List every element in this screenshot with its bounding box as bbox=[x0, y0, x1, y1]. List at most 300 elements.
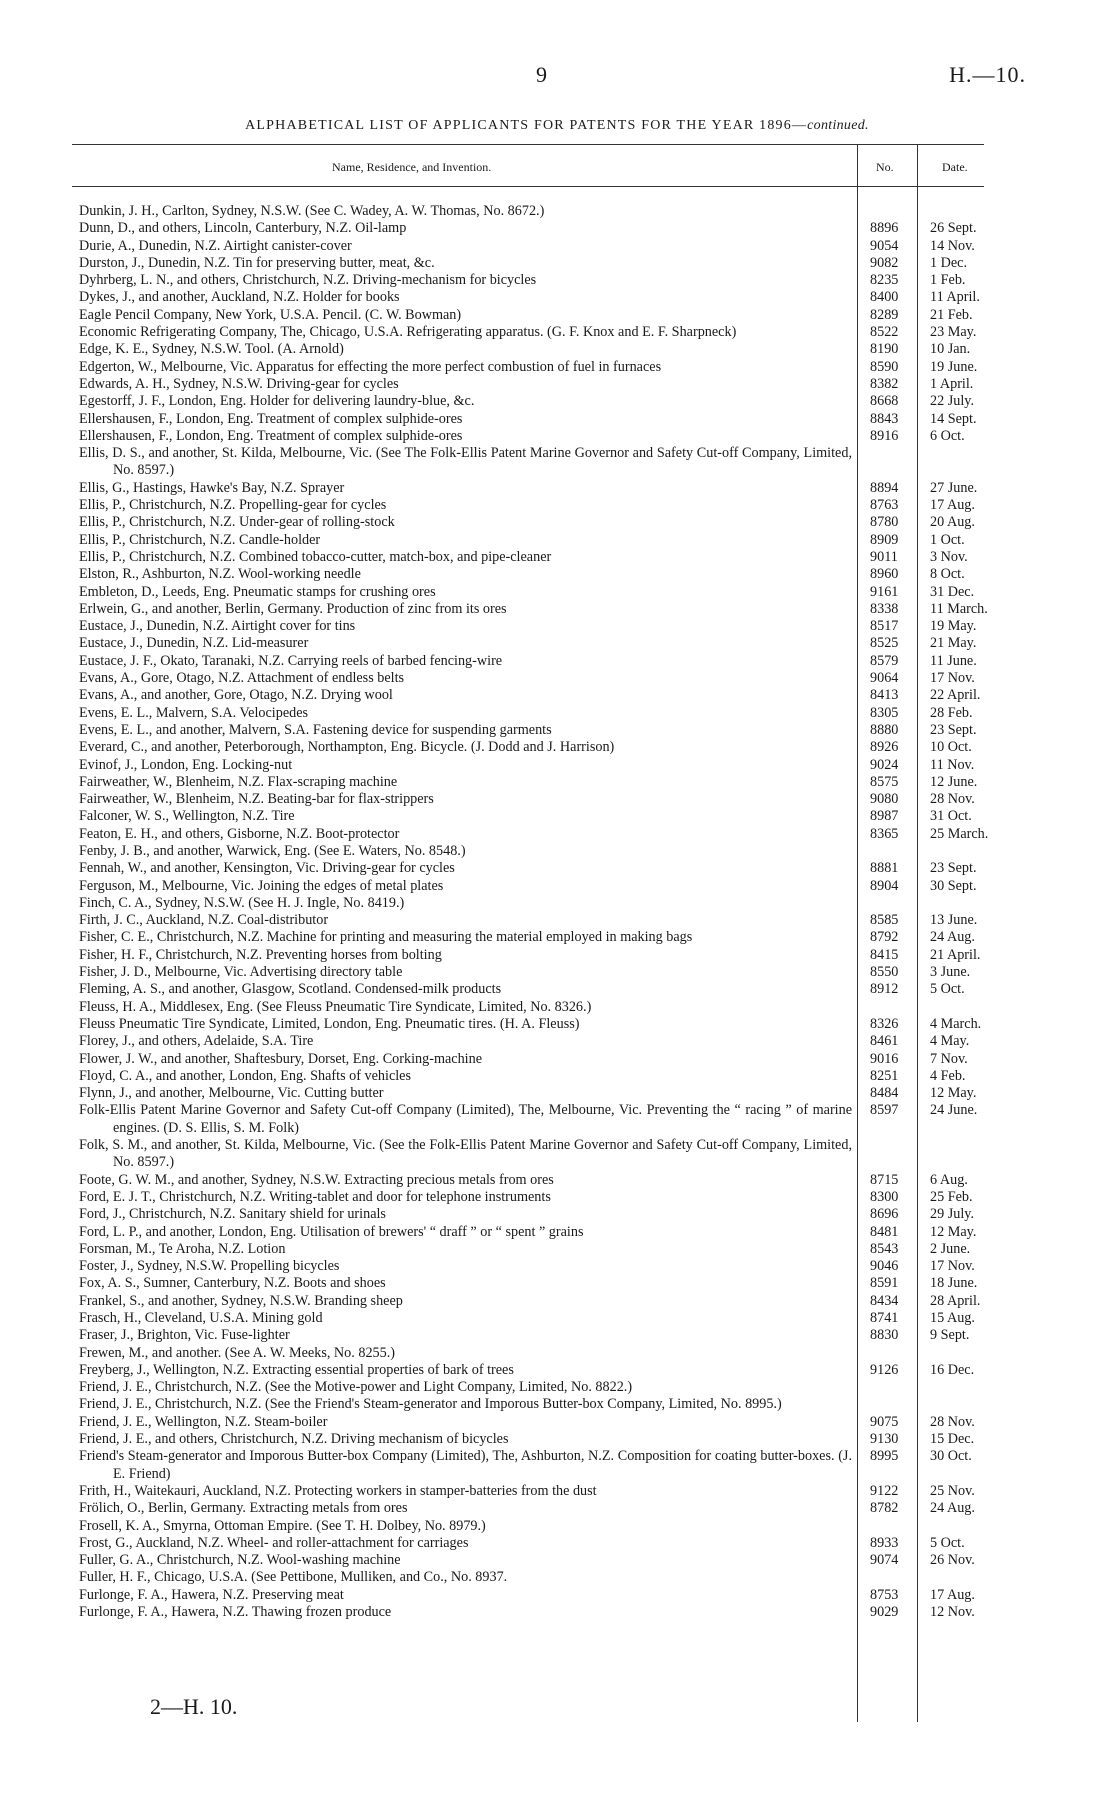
patent-number: 8843 bbox=[870, 410, 899, 427]
table-row bbox=[79, 549, 984, 566]
patent-number: 8525 bbox=[870, 635, 899, 652]
application-date: 20 Aug. bbox=[930, 514, 975, 531]
application-date: 1 Feb. bbox=[930, 272, 966, 289]
applicant-entry: Ford, L. P., and another, London, Eng. Utilisation of brewers' “ draff ” or “ spent ” grains bbox=[79, 1223, 584, 1240]
patent-number: 8782 bbox=[870, 1500, 899, 1517]
applicant-entry: Edgerton, W., Melbourne, Vic. Apparatus for effecting the more perfect combustion of fuel in furnaces bbox=[79, 358, 662, 375]
applicant-entry: Frosell, K. A., Smyrna, Ottoman Empire. (See T. H. Dolbey, No. 8979.) bbox=[79, 1517, 486, 1534]
patent-number: 8575 bbox=[870, 773, 899, 790]
applicant-entry: Freyberg, J., Wellington, N.Z. Extracting essential properties of bark of trees bbox=[79, 1361, 514, 1378]
application-date: 11 April. bbox=[930, 289, 980, 306]
patent-number: 8579 bbox=[870, 652, 899, 669]
table-row bbox=[79, 1483, 984, 1500]
patent-number: 8792 bbox=[870, 929, 899, 946]
application-date: 21 April. bbox=[930, 946, 981, 963]
table-row bbox=[79, 1172, 984, 1189]
application-date: 17 Aug. bbox=[930, 1586, 975, 1603]
applicant-entry: Fuller, H. F., Chicago, U.S.A. (See Pettibone, Mulliken, and Co., No. 8937. bbox=[79, 1569, 508, 1586]
application-date: 8 Oct. bbox=[930, 566, 965, 583]
table-row bbox=[79, 1327, 984, 1344]
table-row bbox=[79, 428, 984, 445]
table-row bbox=[79, 220, 984, 237]
patent-number: 8251 bbox=[870, 1067, 899, 1084]
application-date bbox=[918, 1396, 982, 1413]
table-row bbox=[79, 618, 984, 635]
application-date: 12 Nov. bbox=[930, 1604, 975, 1621]
table-row bbox=[79, 272, 984, 289]
application-date: 27 June. bbox=[930, 479, 978, 496]
applicant-entry: Ellis, G., Hastings, Hawke's Bay, N.Z. Sprayer bbox=[79, 479, 345, 496]
patent-number: 8912 bbox=[870, 981, 899, 998]
applicant-entry: Ellis, D. S., and another, St. Kilda, Melbourne, Vic. (See The Folk-Ellis Patent Marine Governor and Safety Cut-off Company, Limited, No. 8597.) bbox=[79, 445, 852, 479]
table-row bbox=[79, 480, 984, 497]
applicant-entry: Ford, J., Christchurch, N.Z. Sanitary shield for urinals bbox=[79, 1206, 386, 1223]
applicant-entry: Durston, J., Dunedin, N.Z. Tin for preserving butter, meat, &c. bbox=[79, 254, 435, 271]
table-row bbox=[79, 912, 984, 929]
applicant-entry: Forsman, M., Te Aroha, N.Z. Lotion bbox=[79, 1240, 286, 1257]
patent-number: 9161 bbox=[870, 583, 899, 600]
patent-number: 8382 bbox=[870, 375, 899, 392]
applicant-entry: Flower, J. W., and another, Shaftesbury, Dorset, Eng. Corking-machine bbox=[79, 1050, 482, 1067]
applicant-entry: Fisher, C. E., Christchurch, N.Z. Machine for printing and measuring the material employed in making bags bbox=[79, 929, 693, 946]
application-date: 3 June. bbox=[930, 964, 971, 981]
list-title-continued: continued. bbox=[807, 118, 869, 133]
applicant-entry: Furlonge, F. A., Hawera, N.Z. Preserving meat bbox=[79, 1586, 344, 1603]
patent-number: 8517 bbox=[870, 618, 899, 635]
table-row bbox=[79, 843, 984, 860]
application-date bbox=[918, 1518, 982, 1535]
applicant-entry: Featon, E. H., and others, Gisborne, N.Z. Boot-protector bbox=[79, 825, 400, 842]
applicant-entry: Fennah, W., and another, Kensington, Vic. Driving-gear for cycles bbox=[79, 860, 455, 877]
list-title bbox=[0, 118, 1114, 134]
table-row bbox=[79, 514, 984, 531]
application-date: 14 Sept. bbox=[930, 410, 977, 427]
table-row bbox=[79, 532, 984, 549]
application-date bbox=[918, 999, 982, 1016]
applicant-entry: Friend, J. E., Wellington, N.Z. Steam-boiler bbox=[79, 1413, 328, 1430]
patent-number: 8550 bbox=[870, 964, 899, 981]
page-number: 9 bbox=[536, 62, 547, 87]
table-row bbox=[79, 600, 988, 618]
applicant-entry: Evinof, J., London, Eng. Locking-nut bbox=[79, 756, 293, 773]
table-row bbox=[79, 307, 984, 324]
application-date: 3 Nov. bbox=[930, 548, 968, 565]
patent-number: 8365 bbox=[870, 825, 899, 842]
application-date: 30 Sept. bbox=[930, 877, 977, 894]
patent-number: 8400 bbox=[870, 289, 899, 306]
application-date: 1 Oct. bbox=[930, 531, 965, 548]
table-row bbox=[79, 1431, 984, 1448]
application-date: 19 May. bbox=[930, 618, 977, 635]
patent-number: 8300 bbox=[870, 1188, 899, 1205]
table-row bbox=[79, 341, 984, 358]
footer-signature: 2—H. 10. bbox=[150, 1694, 238, 1719]
patent-number: 8830 bbox=[870, 1327, 899, 1344]
application-date: 12 May. bbox=[930, 1223, 977, 1240]
table-row bbox=[79, 1085, 984, 1102]
application-date: 10 Jan. bbox=[930, 341, 971, 358]
applicant-entry: Furlonge, F. A., Hawera, N.Z. Thawing frozen produce bbox=[79, 1604, 392, 1621]
patent-number: 8413 bbox=[870, 687, 899, 704]
patent-number: 8668 bbox=[870, 393, 899, 410]
applicant-entry: Friend, J. E., Christchurch, N.Z. (See the Motive-power and Light Company, Limited, No. 8822.) bbox=[79, 1379, 633, 1396]
application-date bbox=[918, 1345, 982, 1362]
patent-number: 9064 bbox=[870, 670, 899, 687]
patent-number: 9080 bbox=[870, 791, 899, 808]
table-row bbox=[79, 324, 984, 341]
application-date: 1 April. bbox=[930, 375, 974, 392]
application-date: 17 Nov. bbox=[930, 670, 975, 687]
table-row bbox=[79, 739, 984, 756]
table-row bbox=[79, 1206, 984, 1223]
applicant-entry: Ellershausen, F., London, Eng. Treatment of complex sulphide-ores bbox=[79, 410, 463, 427]
application-date: 6 Oct. bbox=[930, 427, 965, 444]
patent-number: 9122 bbox=[870, 1482, 899, 1499]
applicant-entry: Evans, A., and another, Gore, Otago, N.Z. Drying wool bbox=[79, 687, 393, 704]
patent-number: 8780 bbox=[870, 514, 899, 531]
patent-number bbox=[856, 1396, 918, 1413]
applicant-entry: Ellershausen, F., London, Eng. Treatment of complex sulphide-ores bbox=[79, 427, 463, 444]
patent-number: 8987 bbox=[870, 808, 899, 825]
applicant-entry: Everard, C., and another, Peterborough, Northampton, Eng. Bicycle. (J. Dodd and J. Harrison) bbox=[79, 739, 615, 756]
patent-number: 8894 bbox=[870, 479, 899, 496]
applicant-entry: Fisher, H. F., Christchurch, N.Z. Preventing horses from bolting bbox=[79, 946, 442, 963]
patent-number: 8715 bbox=[870, 1171, 899, 1188]
applicant-entry: Fraser, J., Brighton, Vic. Fuse-lighter bbox=[79, 1327, 290, 1344]
applicant-entry: Frith, H., Waitekauri, Auckland, N.Z. Protecting workers in stamper-batteries from the dust bbox=[79, 1482, 597, 1499]
applicant-entry: Friend, J. E., Christchurch, N.Z. (See the Friend's Steam-generator and Imporous Butter-box Company, Limited, No. 8995.) bbox=[79, 1396, 782, 1413]
patent-number: 8696 bbox=[870, 1206, 899, 1223]
application-date: 24 Aug. bbox=[930, 1500, 975, 1517]
patent-number: 9082 bbox=[870, 254, 899, 271]
patent-number: 8461 bbox=[870, 1033, 899, 1050]
applicant-entry: Eagle Pencil Company, New York, U.S.A. Pencil. (C. W. Bowman) bbox=[79, 306, 462, 323]
table-row bbox=[79, 1414, 984, 1431]
application-date: 23 May. bbox=[930, 324, 977, 341]
table-row bbox=[79, 238, 984, 255]
application-date: 26 Nov. bbox=[930, 1552, 975, 1569]
applicant-entry: Elston, R., Ashburton, N.Z. Wool-working needle bbox=[79, 566, 361, 583]
applicant-entry: Evens, E. L., Malvern, S.A. Velocipedes bbox=[79, 704, 309, 721]
table-row bbox=[79, 497, 984, 514]
application-date: 25 Feb. bbox=[930, 1188, 973, 1205]
table-row bbox=[79, 774, 984, 791]
patent-number: 9029 bbox=[870, 1604, 899, 1621]
patent-number: 8933 bbox=[870, 1534, 899, 1551]
applicant-entry: Ferguson, M., Melbourne, Vic. Joining the edges of metal plates bbox=[79, 877, 444, 894]
applicant-entry: Frölich, O., Berlin, Germany. Extracting metals from ores bbox=[79, 1500, 408, 1517]
patent-number: 8896 bbox=[870, 220, 899, 237]
table-row bbox=[79, 860, 984, 877]
patent-number bbox=[856, 1379, 918, 1396]
patent-number bbox=[856, 203, 918, 220]
patent-number bbox=[856, 1518, 918, 1535]
application-date bbox=[918, 445, 982, 480]
applicant-entry: Ellis, P., Christchurch, N.Z. Under-gear of rolling-stock bbox=[79, 514, 395, 531]
application-date: 28 Nov. bbox=[930, 791, 975, 808]
application-date: 18 June. bbox=[930, 1275, 978, 1292]
application-date: 23 Sept. bbox=[930, 721, 977, 738]
application-date: 24 Aug. bbox=[930, 929, 975, 946]
table-row bbox=[79, 757, 984, 774]
application-date bbox=[918, 1379, 982, 1396]
applicant-entry: Evans, A., Gore, Otago, N.Z. Attachment of endless belts bbox=[79, 670, 405, 687]
table-row bbox=[79, 653, 984, 670]
applicant-entry: Firth, J. C., Auckland, N.Z. Coal-distributor bbox=[79, 912, 329, 929]
table-row bbox=[79, 1500, 984, 1517]
application-date: 11 June. bbox=[930, 652, 977, 669]
table-row bbox=[79, 566, 984, 583]
table-row bbox=[79, 808, 984, 825]
table-row bbox=[79, 1345, 984, 1362]
table-row bbox=[79, 1275, 984, 1292]
application-date: 22 July. bbox=[930, 393, 975, 410]
table-row bbox=[79, 376, 984, 393]
patent-number bbox=[856, 1345, 918, 1362]
table-row bbox=[79, 825, 989, 843]
table-row bbox=[79, 289, 984, 306]
applicant-entry: Foster, J., Sydney, N.S.W. Propelling bicycles bbox=[79, 1258, 340, 1275]
application-date: 30 Oct. bbox=[930, 1448, 972, 1465]
table-row bbox=[79, 1016, 984, 1033]
applicant-entry: Finch, C. A., Sydney, N.S.W. (See H. J. Ingle, No. 8419.) bbox=[79, 894, 405, 911]
applicant-entry: Durie, A., Dunedin, N.Z. Airtight canister-cover bbox=[79, 237, 352, 254]
table-row bbox=[79, 705, 984, 722]
patent-number: 9126 bbox=[870, 1361, 899, 1378]
application-date: 17 Nov. bbox=[930, 1258, 975, 1275]
applicant-entry: Erlwein, G., and another, Berlin, Germany. Production of zinc from its ores bbox=[79, 600, 507, 617]
application-date: 7 Nov. bbox=[930, 1050, 968, 1067]
table-row bbox=[79, 687, 984, 704]
patent-number: 8338 bbox=[870, 600, 899, 617]
application-date: 9 Sept. bbox=[930, 1327, 970, 1344]
applicant-entry: Ellis, P., Christchurch, N.Z. Candle-holder bbox=[79, 531, 321, 548]
application-date: 21 Feb. bbox=[930, 306, 973, 323]
application-date: 11 March. bbox=[930, 600, 988, 617]
top-rule bbox=[72, 144, 984, 145]
column-header-date: Date. bbox=[942, 160, 968, 174]
table-row bbox=[79, 584, 984, 601]
applicant-entry: Folk-Ellis Patent Marine Governor and Safety Cut-off Company (Limited), The, Melbourne, Vic. Preventing the “ racing ” of marine engines. (D. S. Ellis, S. M. Folk) bbox=[79, 1102, 852, 1136]
patent-number: 8289 bbox=[870, 306, 899, 323]
applicants-table bbox=[79, 203, 989, 1621]
patent-number: 9016 bbox=[870, 1050, 899, 1067]
application-date: 28 April. bbox=[930, 1292, 981, 1309]
patent-number: 8484 bbox=[870, 1085, 899, 1102]
table-row bbox=[79, 878, 984, 895]
application-date bbox=[918, 895, 982, 912]
patent-number: 8591 bbox=[870, 1275, 899, 1292]
patent-number: 8235 bbox=[870, 272, 899, 289]
application-date: 14 Nov. bbox=[930, 237, 975, 254]
patent-number: 8881 bbox=[870, 860, 899, 877]
table-row bbox=[79, 1189, 984, 1206]
application-date: 16 Dec. bbox=[930, 1361, 975, 1378]
table-row bbox=[79, 1604, 984, 1621]
application-date bbox=[918, 843, 982, 860]
patent-number: 9011 bbox=[870, 548, 898, 565]
patent-number bbox=[856, 999, 918, 1016]
table-row bbox=[79, 929, 984, 946]
table-row bbox=[79, 999, 984, 1016]
patent-number: 9074 bbox=[870, 1552, 899, 1569]
application-date: 5 Oct. bbox=[930, 981, 965, 998]
application-date: 23 Sept. bbox=[930, 860, 977, 877]
application-date: 4 Feb. bbox=[930, 1067, 966, 1084]
patent-number: 8190 bbox=[870, 341, 899, 358]
table-row bbox=[79, 635, 984, 652]
column-header-name: Name, Residence, and Invention. bbox=[332, 160, 492, 174]
table-row bbox=[79, 1379, 984, 1396]
application-date: 29 July. bbox=[930, 1206, 975, 1223]
patent-number: 8585 bbox=[870, 912, 899, 929]
list-title-main: ALPHABETICAL LIST OF APPLICANTS FOR PATENTS FOR THE YEAR 1896— bbox=[245, 118, 808, 133]
application-date: 28 Feb. bbox=[930, 704, 973, 721]
application-date: 21 May. bbox=[930, 635, 977, 652]
table-row bbox=[79, 411, 984, 428]
patent-number: 8741 bbox=[870, 1310, 899, 1326]
applicant-entry: Fleuss Pneumatic Tire Syndicate, Limited, London, Eng. Pneumatic tires. (H. A. Fleuss) bbox=[79, 1015, 580, 1032]
applicant-entry: Fleming, A. S., and another, Glasgow, Scotland. Condensed-milk products bbox=[79, 981, 502, 998]
table-row bbox=[79, 964, 984, 981]
table-row bbox=[79, 981, 984, 998]
applicant-entry: Fairweather, W., Blenheim, N.Z. Beating-bar for flax-strippers bbox=[79, 791, 434, 808]
applicant-entry: Edge, K. E., Sydney, N.S.W. Tool. (A. Arnold) bbox=[79, 341, 344, 358]
application-date: 11 Nov. bbox=[930, 756, 975, 773]
patent-number: 8909 bbox=[870, 531, 899, 548]
application-date bbox=[918, 1569, 982, 1586]
patent-number: 8880 bbox=[870, 721, 899, 738]
applicant-entry: Edwards, A. H., Sydney, N.S.W. Driving-gear for cycles bbox=[79, 375, 399, 392]
patent-number: 9054 bbox=[870, 237, 899, 254]
table-row bbox=[79, 722, 984, 739]
table-row bbox=[79, 445, 984, 480]
applicant-entry: Fairweather, W., Blenheim, N.Z. Flax-scraping machine bbox=[79, 773, 398, 790]
patent-number: 8522 bbox=[870, 324, 899, 341]
applicant-entry: Eustace, J., Dunedin, N.Z. Airtight cover for tins bbox=[79, 618, 356, 635]
application-date: 13 June. bbox=[930, 912, 978, 929]
application-date: 15 Aug. bbox=[930, 1310, 975, 1326]
applicant-entry: Frewen, M., and another. (See A. W. Meeks, No. 8255.) bbox=[79, 1344, 396, 1361]
patent-number: 8995 bbox=[870, 1448, 899, 1465]
table-row bbox=[79, 670, 984, 687]
applicant-entry: Economic Refrigerating Company, The, Chicago, U.S.A. Refrigerating apparatus. (G. F. Knox and E. F. Sharpneck) bbox=[79, 324, 737, 341]
patent-number: 8763 bbox=[870, 497, 899, 514]
applicant-entry: Evens, E. L., and another, Malvern, S.A. Fastening device for suspending garments bbox=[79, 721, 552, 738]
applicant-entry: Dunn, D., and others, Lincoln, Canterbury, N.Z. Oil-lamp bbox=[79, 220, 407, 237]
patent-number bbox=[856, 843, 918, 860]
patent-number bbox=[856, 1137, 918, 1172]
applicant-entry: Fleuss, H. A., Middlesex, Eng. (See Fleuss Pneumatic Tire Syndicate, Limited, No. 8326.) bbox=[79, 998, 592, 1015]
application-date: 15 Dec. bbox=[930, 1431, 975, 1448]
header-rule bbox=[72, 186, 984, 187]
patent-number: 9130 bbox=[870, 1431, 899, 1448]
application-date: 10 Oct. bbox=[930, 739, 972, 756]
application-date: 5 Oct. bbox=[930, 1534, 965, 1551]
patent-number: 8434 bbox=[870, 1292, 899, 1309]
applicant-entry: Florey, J., and others, Adelaide, S.A. Tire bbox=[79, 1033, 314, 1050]
table-row bbox=[79, 895, 984, 912]
application-date: 4 May. bbox=[930, 1033, 970, 1050]
application-date: 24 June. bbox=[930, 1102, 978, 1119]
applicant-entry: Frankel, S., and another, Sydney, N.S.W. Branding sheep bbox=[79, 1292, 403, 1309]
applicant-entry: Egestorff, J. F., London, Eng. Holder for delivering laundry-blue, &c. bbox=[79, 393, 475, 410]
application-date bbox=[918, 1137, 982, 1172]
patent-number: 8926 bbox=[870, 739, 899, 756]
applicant-entry: Frost, G., Auckland, N.Z. Wheel- and roller-attachment for carriages bbox=[79, 1534, 469, 1551]
table-row bbox=[79, 1241, 984, 1258]
application-date: 31 Dec. bbox=[930, 583, 975, 600]
patent-number: 8415 bbox=[870, 946, 899, 963]
applicant-entry: Eustace, J. F., Okato, Taranaki, N.Z. Carrying reels of barbed fencing-wire bbox=[79, 652, 503, 669]
applicant-entry: Foote, G. W. M., and another, Sydney, N.S.W. Extracting precious metals from ores bbox=[79, 1171, 554, 1188]
application-date: 25 Nov. bbox=[930, 1482, 975, 1499]
applicant-entry: Folk, S. M., and another, St. Kilda, Melbourne, Vic. (See the Folk-Ellis Patent Marine Governor and Safety Cut-off Company, Limited, No. 8597.) bbox=[79, 1137, 852, 1171]
applicant-entry: Flynn, J., and another, Melbourne, Vic. Cutting butter bbox=[79, 1085, 384, 1102]
application-date: 22 April. bbox=[930, 687, 981, 704]
column-header-no: No. bbox=[876, 160, 894, 174]
application-date: 4 March. bbox=[930, 1015, 982, 1032]
patent-number bbox=[856, 1569, 918, 1586]
patent-number: 8916 bbox=[870, 427, 899, 444]
table-row bbox=[79, 947, 984, 964]
application-date: 25 March. bbox=[930, 825, 989, 842]
patent-number: 8597 bbox=[870, 1102, 899, 1119]
patent-number: 9046 bbox=[870, 1258, 899, 1275]
application-date: 26 Sept. bbox=[930, 220, 977, 237]
applicant-entry: Ellis, P., Christchurch, N.Z. Combined tobacco-cutter, match-box, and pipe-cleaner bbox=[79, 548, 552, 565]
applicant-entry: Fox, A. S., Sumner, Canterbury, N.Z. Boots and shoes bbox=[79, 1275, 386, 1292]
application-date: 31 Oct. bbox=[930, 808, 972, 825]
application-date: 6 Aug. bbox=[930, 1171, 968, 1188]
patent-number: 8305 bbox=[870, 704, 899, 721]
application-date: 1 Dec. bbox=[930, 254, 968, 271]
table-row bbox=[79, 359, 984, 376]
table-row bbox=[79, 1569, 984, 1586]
table-row bbox=[79, 1362, 984, 1379]
table-row bbox=[79, 1535, 984, 1552]
applicant-entry: Frasch, H., Cleveland, U.S.A. Mining gold bbox=[79, 1310, 323, 1326]
table-row bbox=[79, 393, 984, 410]
applicant-entry: Friend, J. E., and others, Christchurch, N.Z. Driving mechanism of bicycles bbox=[79, 1431, 509, 1448]
applicant-entry: Eustace, J., Dunedin, N.Z. Lid-measurer bbox=[79, 635, 309, 652]
table-row bbox=[79, 791, 984, 808]
document-code: H.—10. bbox=[949, 62, 1026, 87]
application-date: 19 June. bbox=[930, 358, 978, 375]
applicant-entry: Fisher, J. D., Melbourne, Vic. Advertising directory table bbox=[79, 964, 403, 981]
application-date: 2 June. bbox=[930, 1240, 971, 1257]
applicant-entry: Friend's Steam-generator and Imporous Butter-box Company (Limited), The, Ashburton, N.Z. Composition for coating butter-boxes. (J. E. Friend) bbox=[79, 1448, 852, 1482]
applicant-entry: Dykes, J., and another, Auckland, N.Z. Holder for books bbox=[79, 289, 400, 306]
table-row bbox=[79, 1102, 984, 1137]
table-row bbox=[79, 1258, 984, 1275]
patent-number bbox=[856, 895, 918, 912]
table-row bbox=[79, 1396, 984, 1413]
applicant-entry: Dunkin, J. H., Carlton, Sydney, N.S.W. (See C. Wadey, A. W. Thomas, No. 8672.) bbox=[79, 203, 545, 219]
patent-number: 8590 bbox=[870, 358, 899, 375]
patent-number: 8481 bbox=[870, 1223, 899, 1240]
table-row bbox=[79, 1310, 984, 1327]
table-row bbox=[79, 1448, 984, 1483]
application-date: 12 May. bbox=[930, 1085, 977, 1102]
applicant-entry: Falconer, W. S., Wellington, N.Z. Tire bbox=[79, 808, 295, 825]
table-row bbox=[79, 1224, 984, 1241]
table-row bbox=[79, 1033, 984, 1050]
applicant-entry: Ellis, P., Christchurch, N.Z. Propelling-gear for cycles bbox=[79, 497, 387, 514]
table-row bbox=[79, 1068, 984, 1085]
application-date: 28 Nov. bbox=[930, 1413, 975, 1430]
applicant-entry: Fenby, J. B., and another, Warwick, Eng. (See E. Waters, No. 8548.) bbox=[79, 842, 466, 859]
